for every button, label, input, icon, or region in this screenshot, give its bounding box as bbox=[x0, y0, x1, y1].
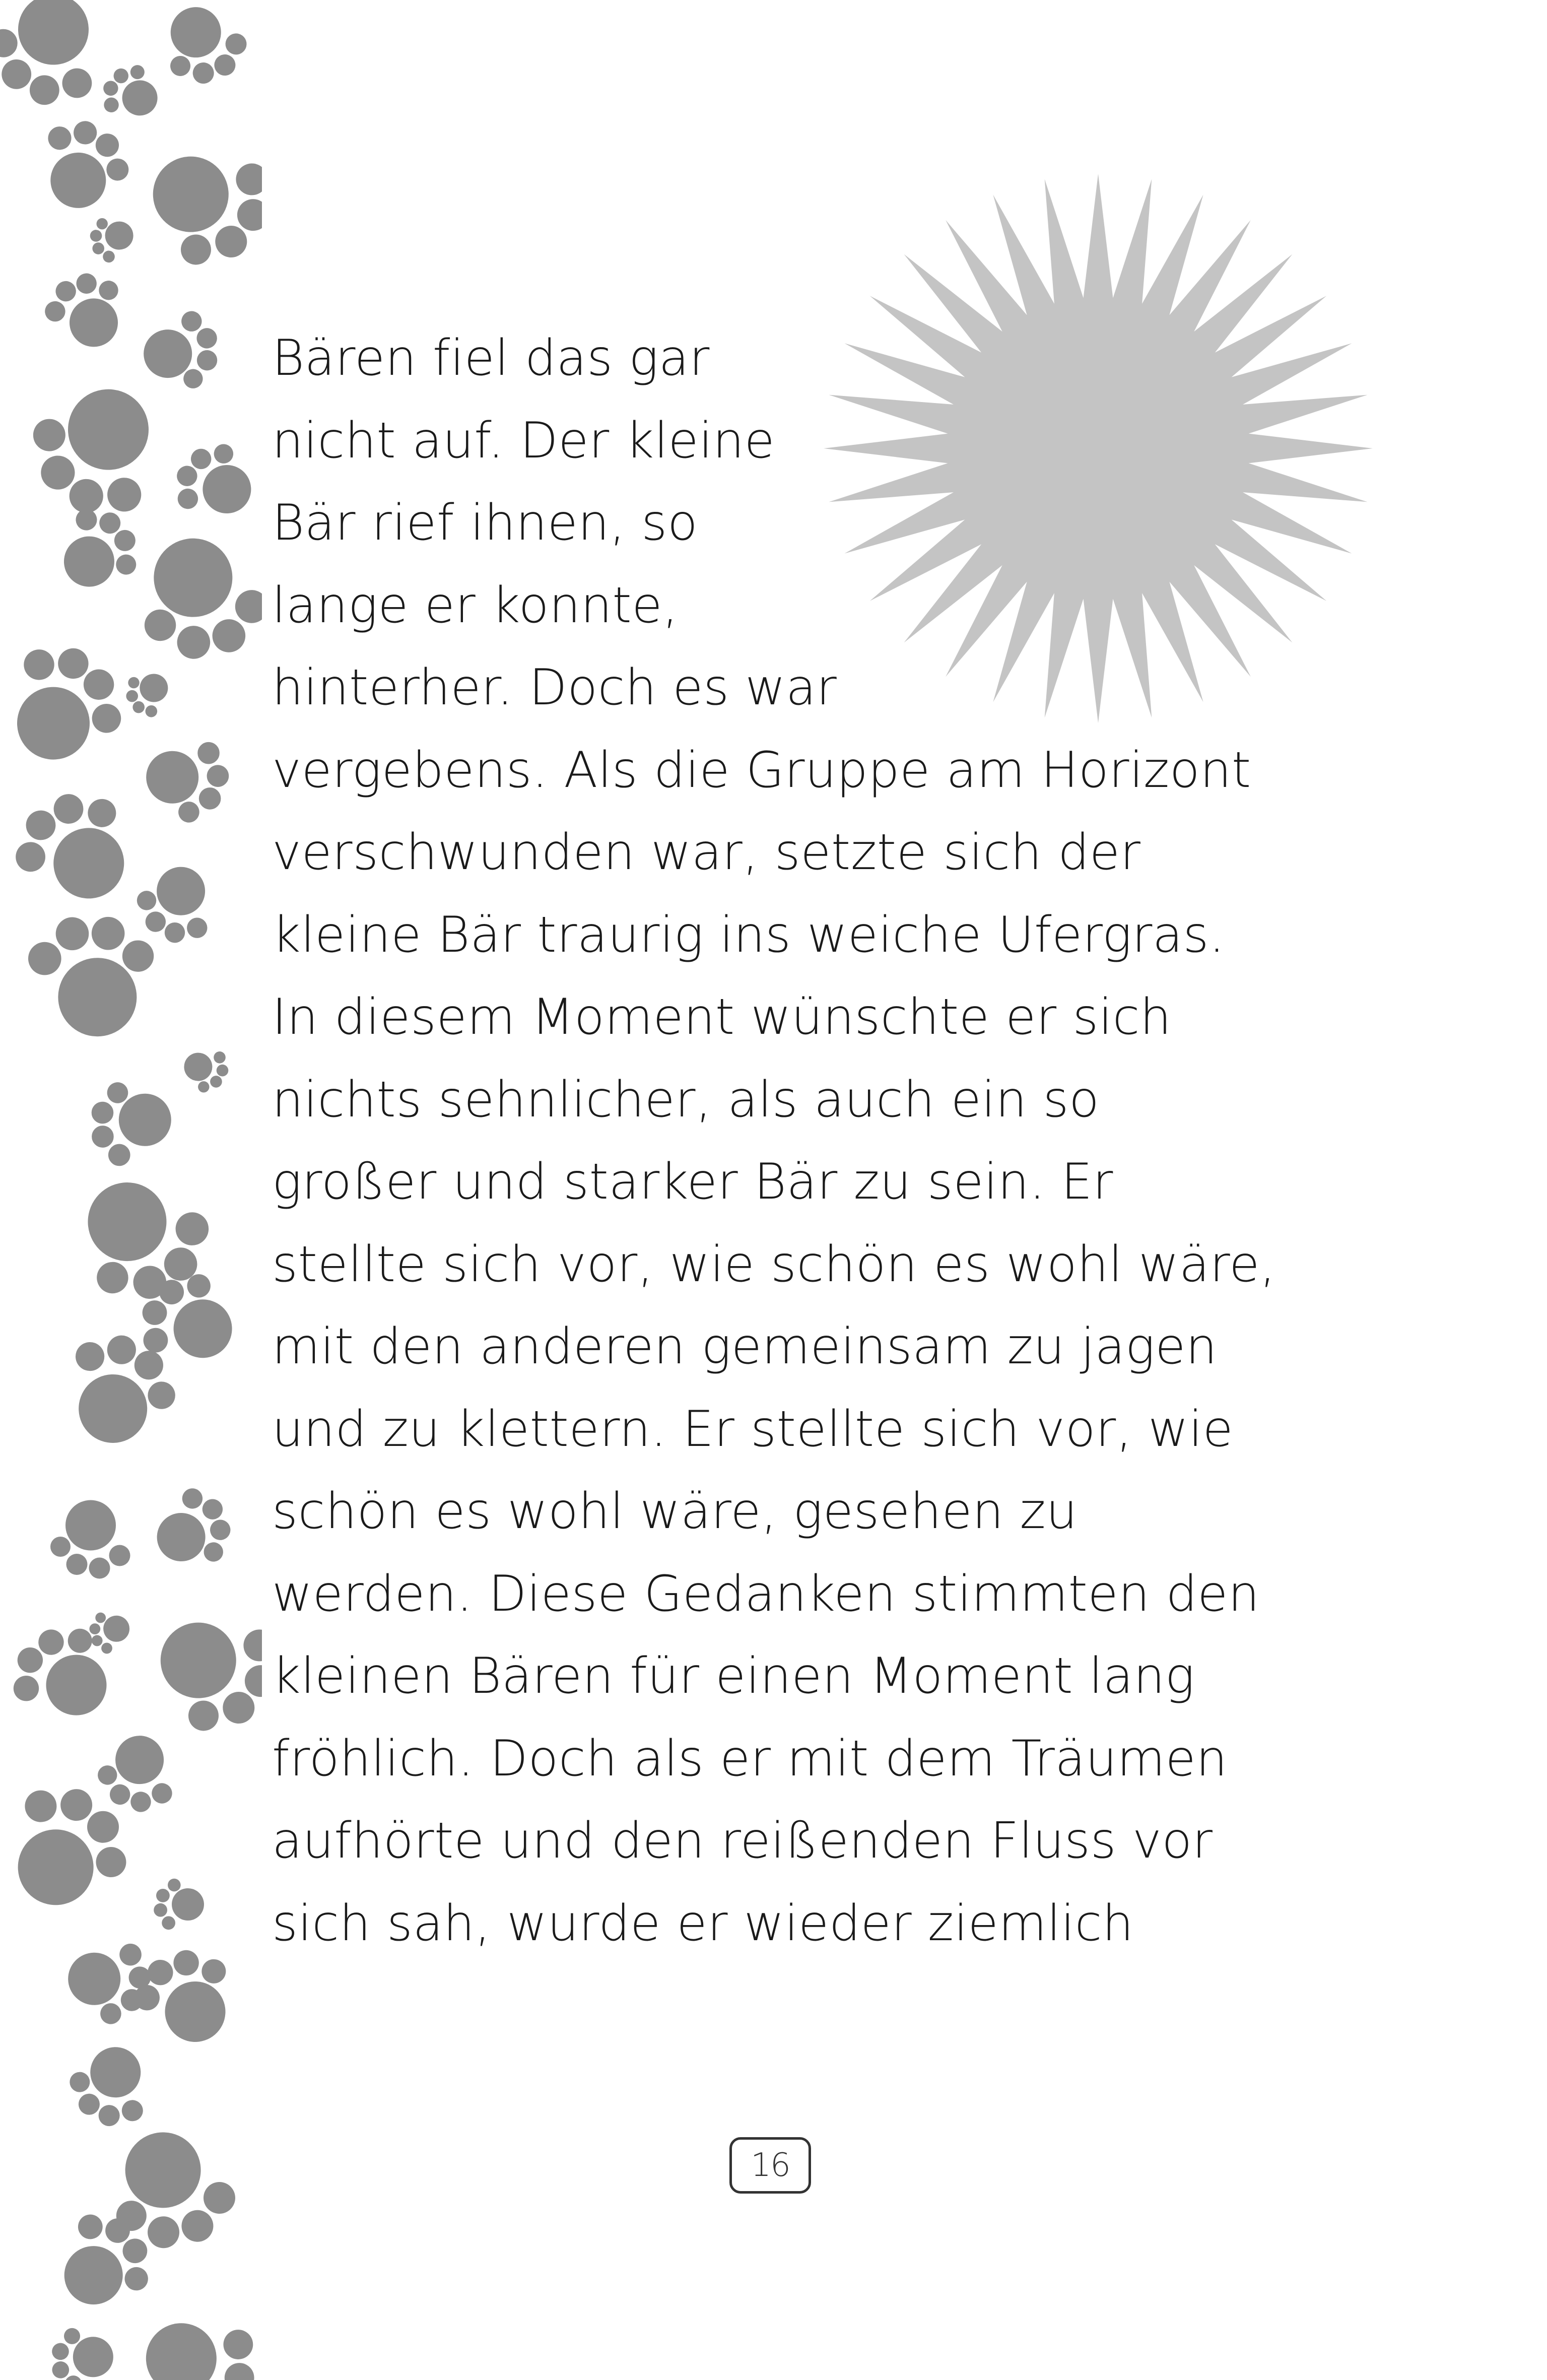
paw-print-icon bbox=[94, 55, 169, 131]
paw-print-icon bbox=[45, 2322, 118, 2380]
paw-print-icon bbox=[59, 2035, 161, 2136]
paw-print-icon bbox=[141, 1479, 245, 1583]
paw-print-icon bbox=[50, 1500, 130, 1579]
paw-print-icon bbox=[164, 430, 262, 535]
paw-print-icon bbox=[83, 210, 140, 267]
paw-print-icon bbox=[0, 628, 142, 784]
paw-print-icon bbox=[43, 495, 155, 607]
story-text bbox=[272, 317, 1310, 1965]
story-line: kleine Bär traurig ins weiche Ufergras. bbox=[272, 906, 1225, 964]
paw-print-icon bbox=[128, 124, 262, 287]
story-line: hinterher. Doch es war bbox=[272, 659, 837, 716]
paw-print-icon bbox=[83, 1074, 178, 1170]
story-line: mit den anderen gemeinsam zu jagen bbox=[272, 1318, 1218, 1375]
story-line: aufhörte und den reißenden Fluss vor bbox=[272, 1812, 1213, 1870]
story-line: lange er konnte, bbox=[272, 576, 679, 634]
paw-print-icon bbox=[136, 1590, 262, 1753]
story-line: sich sah, wurde er wieder ziemlich bbox=[272, 1894, 1134, 1952]
story-line: Bär rief ihnen, so bbox=[272, 494, 698, 552]
story-line: Bären fiel das gar bbox=[272, 329, 710, 387]
story-line: nicht auf. Der kleine bbox=[272, 412, 775, 470]
paw-print-icon bbox=[154, 1879, 204, 1930]
story-line: und zu klettern. Er stellte sich vor, wie bbox=[272, 1400, 1234, 1458]
paw-print-icon bbox=[61, 1934, 156, 2029]
paw-print-icon bbox=[127, 855, 225, 952]
paw-print-icon bbox=[140, 732, 234, 828]
story-line: kleinen Bären für einen Moment lang bbox=[272, 1647, 1195, 1705]
paw-print-icon bbox=[40, 2198, 169, 2328]
story-line: fröhlich. Doch als er mit dem Träumen bbox=[272, 1730, 1228, 1788]
paw-print-icon bbox=[51, 1322, 189, 1460]
paw-print-icon bbox=[83, 1605, 136, 1658]
story-line: nichts sehnlicher, als auch ein so bbox=[272, 1071, 1100, 1129]
paw-print-icon bbox=[0, 0, 117, 119]
story-line: stellte sich vor, wie schön es wohl wäre, bbox=[272, 1235, 1276, 1293]
story-line: schön es wohl wäre, gesehen zu bbox=[272, 1483, 1078, 1540]
paw-print-border bbox=[0, 0, 262, 2380]
paw-print-icon bbox=[148, 0, 256, 99]
paw-print-icon bbox=[122, 1932, 252, 2062]
story-line: In diesem Moment wünschte er sich bbox=[272, 988, 1172, 1046]
paw-print-icon bbox=[120, 519, 262, 677]
paw-print-icon bbox=[116, 662, 179, 724]
paw-print-icon bbox=[28, 110, 140, 222]
paw-print-icon bbox=[122, 2293, 262, 2380]
paw-print-icon bbox=[93, 1730, 181, 1817]
paw-print-icon bbox=[138, 307, 225, 396]
page-number: 16 bbox=[729, 2137, 811, 2194]
story-line: werden. Diese Gedanken stimmten den bbox=[272, 1565, 1260, 1623]
story-line: großer und starker Bär zu sein. Er bbox=[272, 1153, 1113, 1211]
story-line: vergebens. Als die Gruppe am Horizont bbox=[272, 741, 1251, 799]
paw-print-icon bbox=[35, 259, 140, 363]
paw-print-icon bbox=[0, 770, 155, 926]
paw-print-icon bbox=[177, 1041, 234, 1098]
story-line: verschwunden war, setzte sich der bbox=[272, 824, 1141, 881]
paw-print-icon bbox=[10, 362, 183, 535]
paw-print-icon bbox=[93, 2114, 246, 2266]
paw-print-icon bbox=[22, 904, 166, 1047]
